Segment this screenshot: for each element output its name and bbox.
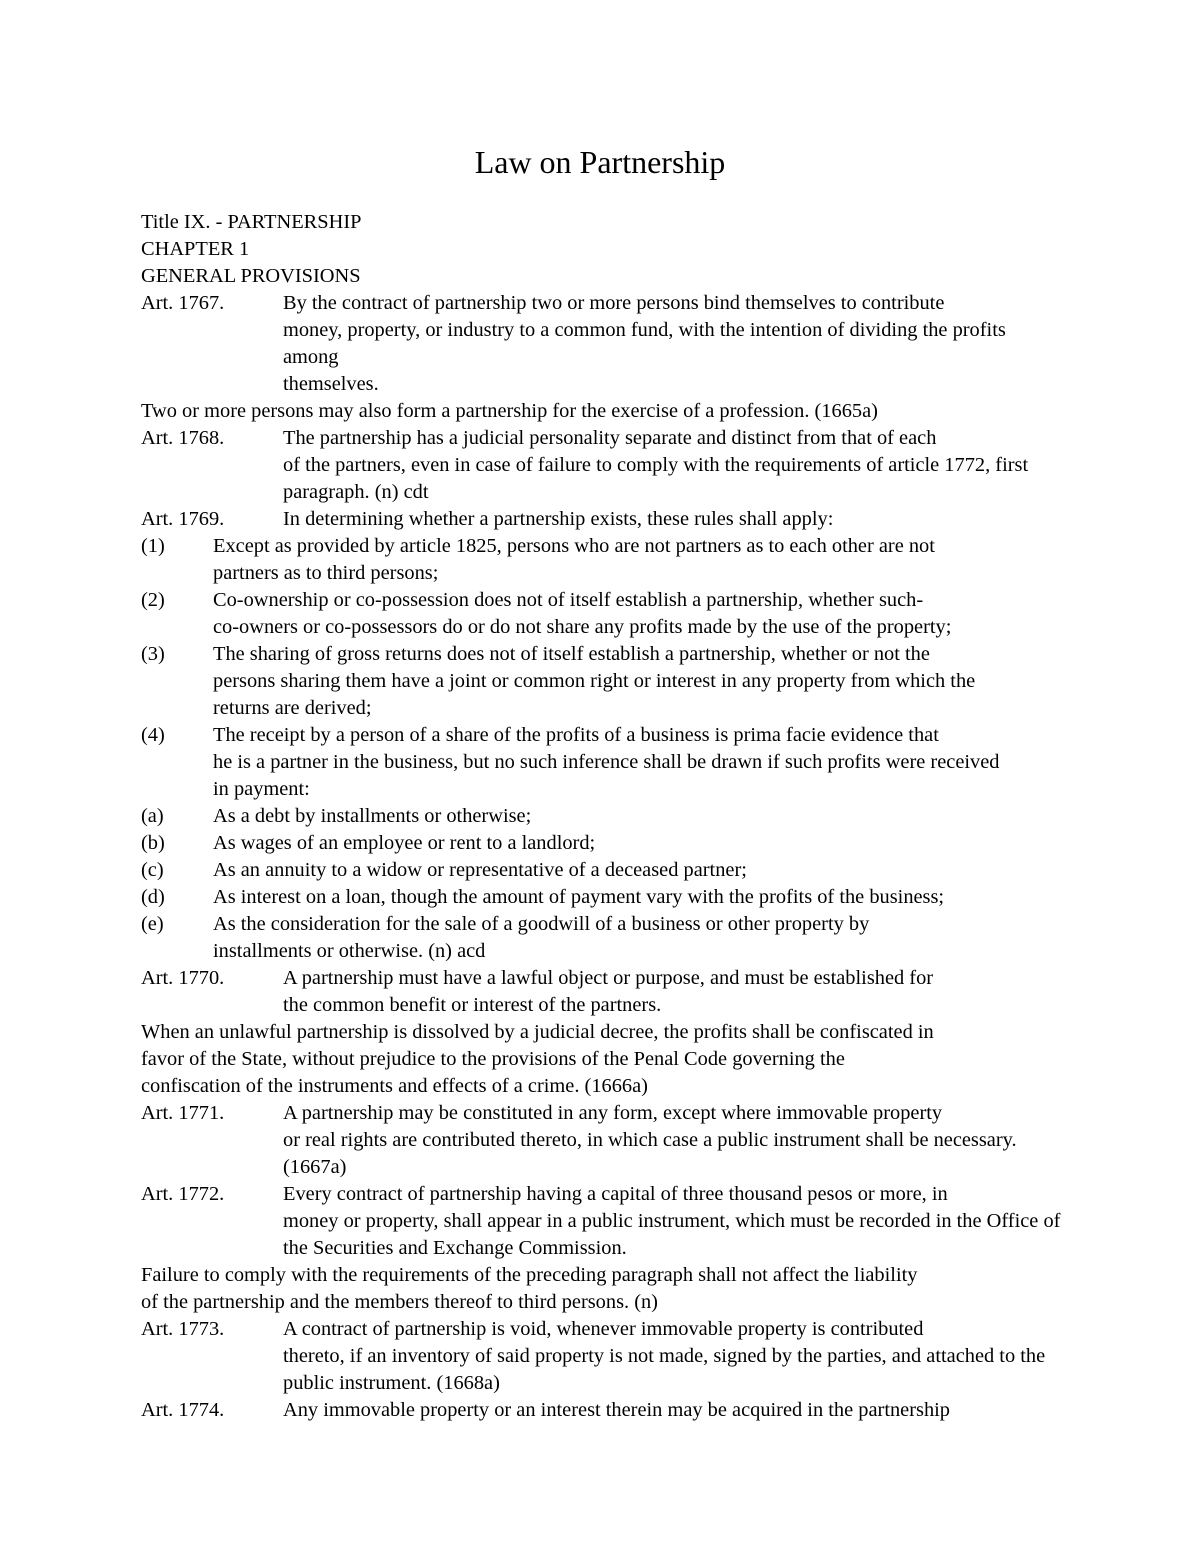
text-line: returns are derived; <box>213 697 372 719</box>
item-label: (3) <box>141 643 165 665</box>
article-block <box>141 1181 1061 1262</box>
paragraph <box>141 1262 1061 1316</box>
text-line: The sharing of gross returns does not of itself establish a partnership, whether or not the <box>213 643 930 665</box>
text-line: As the consideration for the sale of a goodwill of a business or other property by <box>213 913 870 935</box>
text-line: confiscation of the instruments and effects of a crime. (1666a) <box>141 1075 648 1097</box>
text-line: As an annuity to a widow or representative of a deceased partner; <box>213 859 747 881</box>
text-line: The receipt by a person of a share of the profits of a business is prima facie evidence that <box>213 724 939 746</box>
item-label: (1) <box>141 535 165 557</box>
text-line: By the contract of partnership two or more persons bind themselves to contribute <box>283 292 945 314</box>
text-line: (1667a) <box>283 1156 347 1178</box>
list-item <box>141 803 1061 830</box>
text-line: Two or more persons may also form a partnership for the exercise of a profession. (1665a) <box>141 400 878 422</box>
text-line: the Securities and Exchange Commission. <box>283 1237 627 1259</box>
text-line: thereto, if an inventory of said property is not made, signed by the parties, and attached to the <box>283 1345 1046 1367</box>
text-line: co-owners or co-possessors do or do not share any profits made by the use of the property; <box>213 616 952 638</box>
text-line: The partnership has a judicial personality separate and distinct from that of each <box>283 427 937 449</box>
text-line: money or property, shall appear in a public instrument, which must be recorded in the Office of <box>283 1210 1061 1232</box>
article-number: Art. 1767. <box>141 292 225 314</box>
text-line: In determining whether a partnership exists, these rules shall apply: <box>283 508 834 530</box>
text-line: As a debt by installments or otherwise; <box>213 805 532 827</box>
text-line: persons sharing them have a joint or common right or interest in any property from which the <box>213 670 976 692</box>
article-list <box>141 290 1061 1424</box>
article-block <box>141 965 1061 1019</box>
text-line: A partnership must have a lawful object or purpose, and must be established for <box>283 967 934 989</box>
list-item <box>141 587 1061 641</box>
text-line: of the partnership and the members thereof to third persons. (n) <box>141 1291 658 1313</box>
text-line: partners as to third persons; <box>213 562 439 584</box>
item-label: (2) <box>141 589 165 611</box>
text-line: he is a partner in the business, but no such inference shall be drawn if such profits were received <box>213 751 1000 773</box>
text-line: Every contract of partnership having a capital of three thousand pesos or more, in <box>283 1183 948 1205</box>
list-item <box>141 911 1061 965</box>
text-line: paragraph. (n) cdt <box>283 481 429 503</box>
article-block <box>141 1316 1061 1397</box>
text-line: Failure to comply with the requirements of the preceding paragraph shall not affect the liability <box>141 1264 918 1286</box>
text-line: Except as provided by article 1825, persons who are not partners as to each other are not <box>213 535 935 557</box>
item-label: (a) <box>141 805 164 827</box>
list-item <box>141 533 1061 587</box>
chapter-heading: CHAPTER 1 <box>141 238 250 260</box>
document-body <box>141 209 1061 1424</box>
page-title: Law on Partnership <box>474 144 726 180</box>
item-label: (e) <box>141 913 164 935</box>
article-number: Art. 1773. <box>141 1318 225 1340</box>
item-label: (4) <box>141 724 165 746</box>
text-line: When an unlawful partnership is dissolved by a judicial decree, the profits shall be confiscated in <box>141 1021 934 1043</box>
text-line: As interest on a loan, though the amount of payment vary with the profits of the business; <box>213 886 945 908</box>
article-number: Art. 1768. <box>141 427 225 449</box>
list-item <box>141 830 1061 857</box>
text-line: money, property, or industry to a common fund, with the intention of dividing the profits among <box>283 319 1006 368</box>
text-line: A contract of partnership is void, whenever immovable property is contributed <box>283 1318 924 1340</box>
article-number: Art. 1769. <box>141 508 225 530</box>
article-number: Art. 1774. <box>141 1399 225 1421</box>
article-number: Art. 1771. <box>141 1102 225 1124</box>
list-item <box>141 722 1061 803</box>
text-line: of the partners, even in case of failure to comply with the requirements of article 1772, first <box>283 454 1029 476</box>
list-item <box>141 884 1061 911</box>
paragraph <box>141 398 1061 425</box>
text-line: themselves. <box>283 373 379 395</box>
article-block <box>141 1100 1061 1181</box>
text-line: As wages of an employee or rent to a landlord; <box>213 832 596 854</box>
paragraph <box>141 1019 1061 1100</box>
text-line: installments or otherwise. (n) acd <box>213 940 486 962</box>
list-item <box>141 641 1061 722</box>
item-label: (b) <box>141 832 165 854</box>
text-line: in payment: <box>213 778 310 800</box>
section-heading: GENERAL PROVISIONS <box>141 265 361 287</box>
text-line: or real rights are contributed thereto, in which case a public instrument shall be necessary. <box>283 1129 1017 1151</box>
text-line: public instrument. (1668a) <box>283 1372 500 1394</box>
text-line: the common benefit or interest of the partners. <box>283 994 662 1016</box>
article-number: Art. 1770. <box>141 967 225 989</box>
text-line: Any immovable property or an interest therein may be acquired in the partnership <box>283 1399 951 1421</box>
list-item <box>141 857 1061 884</box>
item-label: (d) <box>141 886 165 908</box>
article-number: Art. 1772. <box>141 1183 225 1205</box>
article-block <box>141 506 1061 533</box>
text-line: Co-ownership or co-possession does not of itself establish a partnership, whether such- <box>213 589 924 611</box>
title-heading: Title IX. - PARTNERSHIP <box>141 211 362 233</box>
item-label: (c) <box>141 859 164 881</box>
article-block <box>141 425 1061 506</box>
text-line: A partnership may be constituted in any form, except where immovable property <box>283 1102 943 1124</box>
article-block <box>141 1397 1061 1424</box>
article-block <box>141 290 1061 398</box>
text-line: favor of the State, without prejudice to the provisions of the Penal Code governing the <box>141 1048 845 1070</box>
